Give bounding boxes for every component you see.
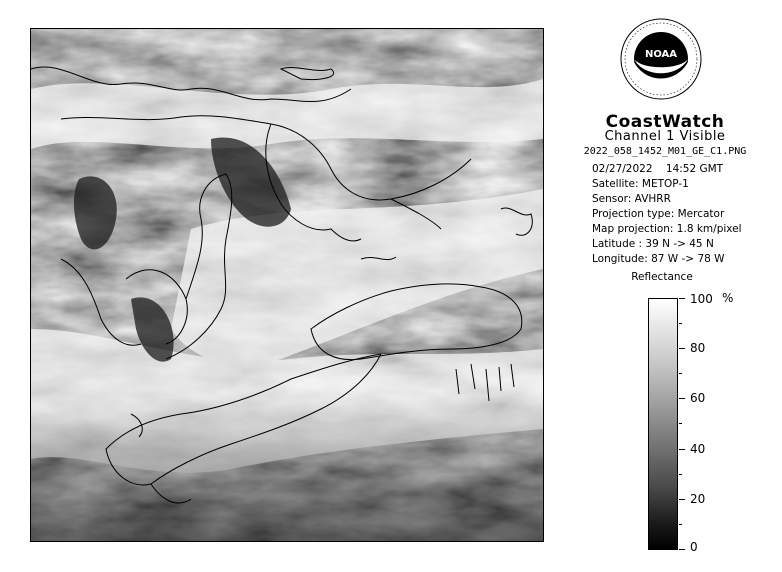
sensor-value: Sensor: AVHRR (592, 193, 671, 205)
colorbar-tick-label: 20 (690, 492, 706, 506)
colorbar-tick (679, 298, 685, 299)
app-title: CoastWatch (605, 112, 725, 132)
noaa-logo (620, 18, 702, 100)
datetime-line (592, 162, 742, 177)
satellite-image (30, 28, 544, 542)
map-projection-value: Map projection: 1.8 km/pixel (592, 223, 742, 235)
colorbar-minor-tick (679, 423, 682, 424)
logo-text: NOAA (644, 49, 678, 60)
colorbar-tick-label: 40 (690, 442, 706, 456)
colorbar-unit: % (722, 291, 734, 305)
projection-type-value: Projection type: Mercator (592, 208, 725, 220)
colorbar-minor-tick (679, 323, 682, 324)
colorbar-minor-tick (679, 474, 682, 475)
colorbar-tick (679, 398, 685, 399)
channel-subtitle: Channel 1 Visible (604, 129, 726, 144)
latitude-value: Latitude : 39 N -> 45 N (592, 238, 714, 250)
colorbar-title: Reflectance (631, 271, 693, 283)
satellite-value: Satellite: METOP-1 (592, 178, 689, 190)
filename: 2022_058_1452_M01_GE_C1.PNG (583, 146, 747, 157)
colorbar-tick-label: 60 (690, 391, 706, 405)
colorbar-tick (679, 549, 685, 550)
colorbar-tick-label: 0 (690, 540, 698, 554)
colorbar-minor-tick (679, 524, 682, 525)
colorbar-tick-label: 80 (690, 341, 706, 355)
colorbar-tick-label: 100 (690, 292, 713, 306)
colorbar-minor-tick (679, 373, 682, 374)
colorbar-tick (679, 499, 685, 500)
colorbar-tick (679, 348, 685, 349)
metadata-block (592, 162, 742, 267)
date-value: 02/27/2022 (592, 163, 653, 175)
colorbar-tick (679, 449, 685, 450)
time-value: 14:52 GMT (665, 163, 724, 175)
longitude-value: Longitude: 87 W -> 78 W (592, 253, 725, 265)
satellite-map-svg (31, 29, 543, 541)
reflectance-colorbar (648, 298, 678, 550)
